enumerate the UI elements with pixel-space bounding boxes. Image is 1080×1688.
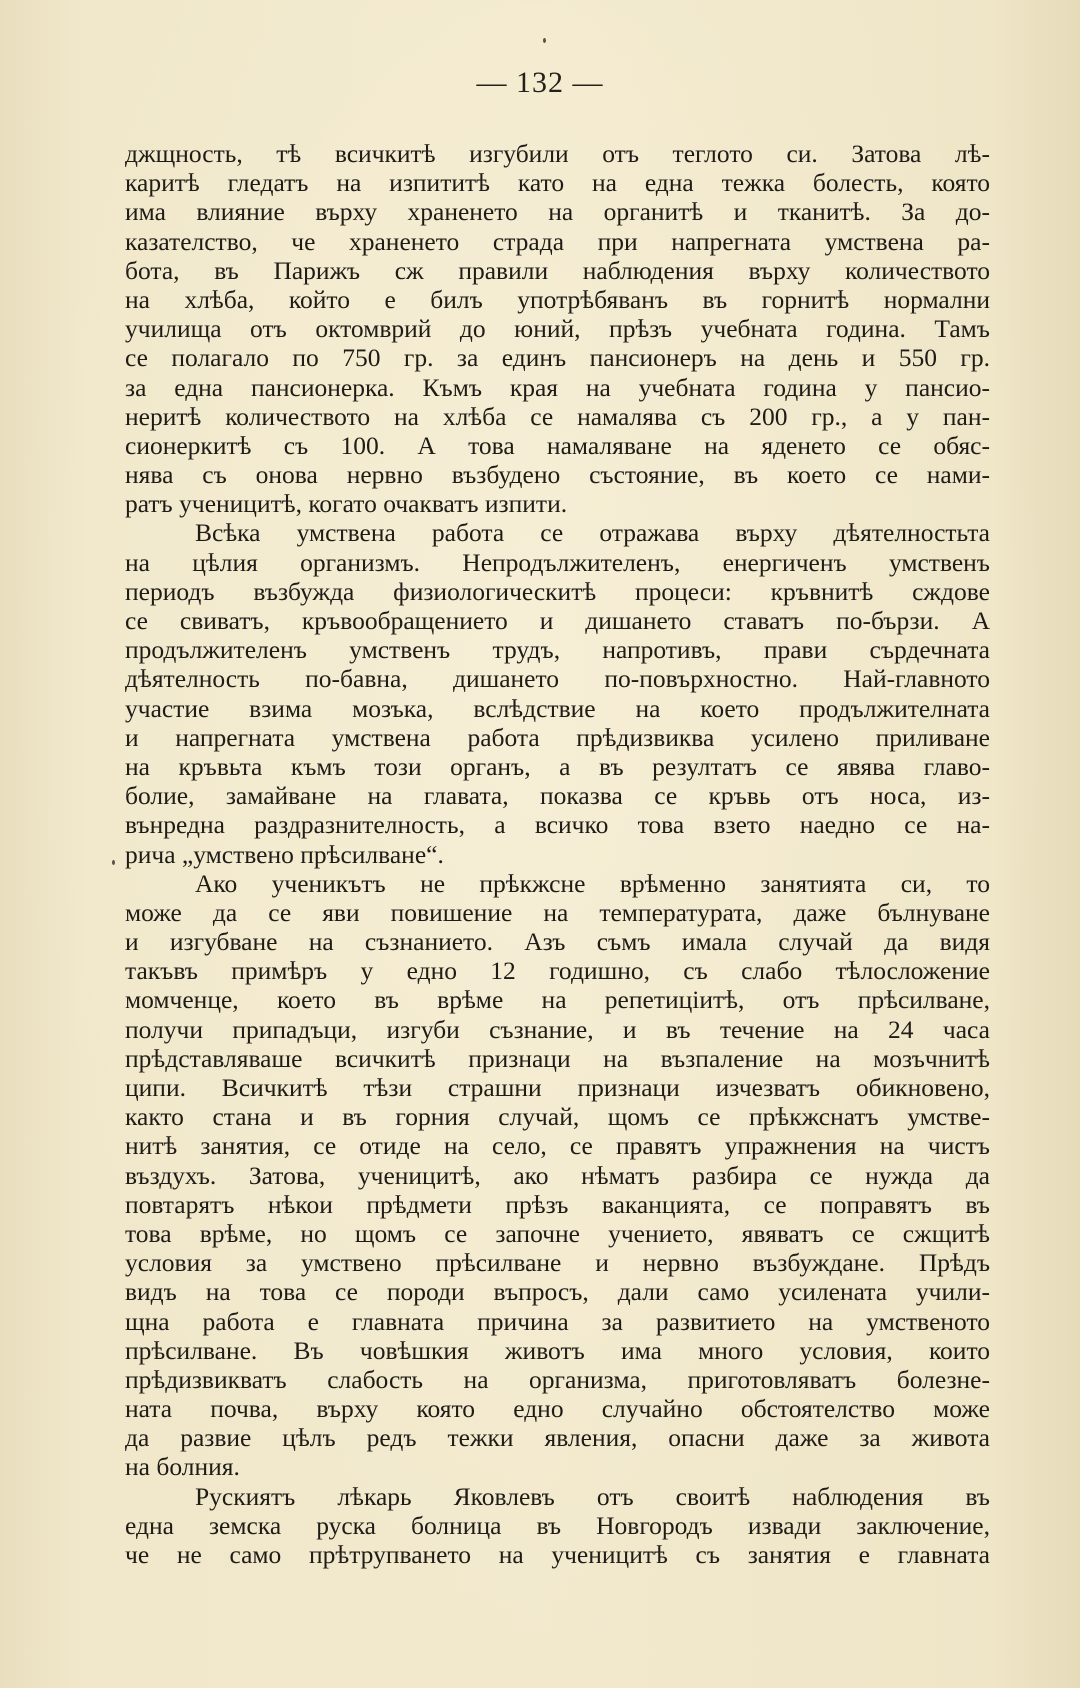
text-line: на кръвьта къмъ този органъ, а въ резултатъ се явява главо- xyxy=(125,751,990,781)
text-line: повтарятъ нѣкои прѣдмети прѣзъ ваканцията, се поправятъ въ xyxy=(125,1189,990,1219)
text-line: нитѣ занятия, се отиде на село, се правятъ упражнения на чистъ xyxy=(125,1131,990,1161)
text-line: каритѣ гледатъ на изпититѣ като на една тежка болесть, която xyxy=(125,168,990,198)
text-line: ратъ ученицитѣ, когато очакватъ изпити. xyxy=(125,489,568,519)
text-line: прѣдставляваше всичкитѣ признаци на възпаление на мозъчнитѣ xyxy=(125,1043,990,1073)
text-line: условия за умствено прѣсилване и нервно възбуждане. Прѣдъ xyxy=(125,1248,990,1278)
text-line: на хлѣба, който е билъ употрѣбяванъ въ горнитѣ нормални xyxy=(125,284,990,314)
text-line: да развие цѣлъ редъ тежки явления, опасни даже за живота xyxy=(125,1423,990,1453)
text-line: Ако ученикътъ не прѣкжсне врѣменно занятията си, то xyxy=(195,868,990,898)
text-line: има влияние върху храненето на органитѣ и тканитѣ. За до- xyxy=(125,197,990,227)
text-line: джщность, тѣ всичкитѣ изгубили отъ теглото си. Затова лѣ- xyxy=(125,139,990,168)
text-line: и напрегната умствена работа прѣдизвиква усилено приливане xyxy=(125,722,990,752)
text-line: на цѣлия организмъ. Непродължителенъ, енергиченъ умственъ xyxy=(125,547,990,577)
text-line: това врѣме, но щомъ се започне учението, явяватъ се сжщитѣ xyxy=(125,1218,990,1248)
text-line: Рускиятъ лѣкарь Яковлевъ отъ своитѣ наблюдения въ xyxy=(195,1481,990,1511)
text-line: че не само прѣтрупването на ученицитѣ съ занятия е главната xyxy=(125,1540,990,1569)
text-line: дѣятелность по-бавна, дишането по-повърхностно. Най-главното xyxy=(125,664,990,694)
body-text xyxy=(125,139,990,1569)
text-line: ната почва, върху която едно случайно обстоятелство може xyxy=(125,1394,990,1424)
text-line: момченце, което въ врѣме на репетицiитѣ, отъ прѣсилване, xyxy=(125,985,990,1015)
text-line: такъвъ примѣръ у едно 12 годишно, съ слабо тѣлосложение xyxy=(125,956,990,986)
text-line: една земска руска болница въ Новгородъ извади заключение, xyxy=(125,1510,990,1540)
text-line: получи припадъци, изгуби съзнание, и въ течение на 24 часа xyxy=(125,1014,990,1044)
text-line: се свиватъ, кръвообращението и дишането ставатъ по-бързи. А xyxy=(125,606,990,635)
text-line: училища отъ октомврий до юний, прѣзъ учебната година. Тамъ xyxy=(125,314,990,344)
text-line: рича „умствено прѣсилване“. xyxy=(125,839,444,869)
text-line: и изгубване на съзнанието. Азъ съмъ имала случай да видя xyxy=(125,927,990,957)
text-line: участие взима мозъка, вслѣдствие на което продължителната xyxy=(125,693,990,723)
text-line: прѣдизвикватъ слабость на организма, приготовляватъ болезне- xyxy=(125,1364,990,1394)
text-line: сионеркитѣ съ 100. А това намаляване на яденето се обяс- xyxy=(125,430,990,460)
text-line: бота, въ Парижъ сж правили наблюдения върху количеството xyxy=(125,255,990,285)
text-line: Всѣка умствена работа се отражава върху дѣятелностьта xyxy=(195,518,990,548)
text-line: се полагало по 750 гр. за единъ пансионеръ на день и 550 гр. xyxy=(125,343,990,373)
page-number: — 132 — xyxy=(476,66,604,99)
text-line: вънредна раздразнителность, а всичко това взето наедно се на- xyxy=(125,810,990,840)
text-line: болие, замайване на главата, показва се кръвь отъ носа, из- xyxy=(125,781,990,811)
text-line: продължителенъ умственъ трудъ, напротивъ, прави сърдечната xyxy=(125,635,990,665)
paper-speck xyxy=(543,38,546,43)
text-line: щна работа е главната причина за развитието на умственото xyxy=(125,1306,990,1336)
text-line: периодъ възбужда физиологическитѣ процеси: кръвнитѣ сждове xyxy=(125,576,990,606)
text-line: казателство, че храненето страда при напрегната умствена ра- xyxy=(125,226,990,256)
text-line: неритѣ количеството на хлѣба се намалява съ 200 гр., а у пан- xyxy=(125,401,990,431)
text-line: както стана и въ горния случай, щомъ се прѣкжснатъ умстве- xyxy=(125,1102,990,1132)
text-line: нява съ онова нервно възбудено състояние, въ което се нами- xyxy=(125,460,990,490)
text-line: за една пансионерка. Къмъ края на учебната година у пансио- xyxy=(125,372,990,402)
text-line: прѣсилване. Въ човѣшкия животъ има много условия, които xyxy=(125,1335,990,1365)
paper-speck xyxy=(112,860,115,865)
text-line: видъ на това се породи въпросъ, дали само усилената учили- xyxy=(125,1277,990,1307)
text-line: може да се яви повишение на температурата, даже бълнуване xyxy=(125,897,990,927)
text-line: ципи. Всичкитѣ тѣзи страшни признаци изчезватъ обикновено, xyxy=(125,1073,990,1102)
text-line: въздухъ. Затова, ученицитѣ, ако нѣматъ разбира се нужда да xyxy=(125,1160,990,1190)
text-line: на болния. xyxy=(125,1452,240,1482)
